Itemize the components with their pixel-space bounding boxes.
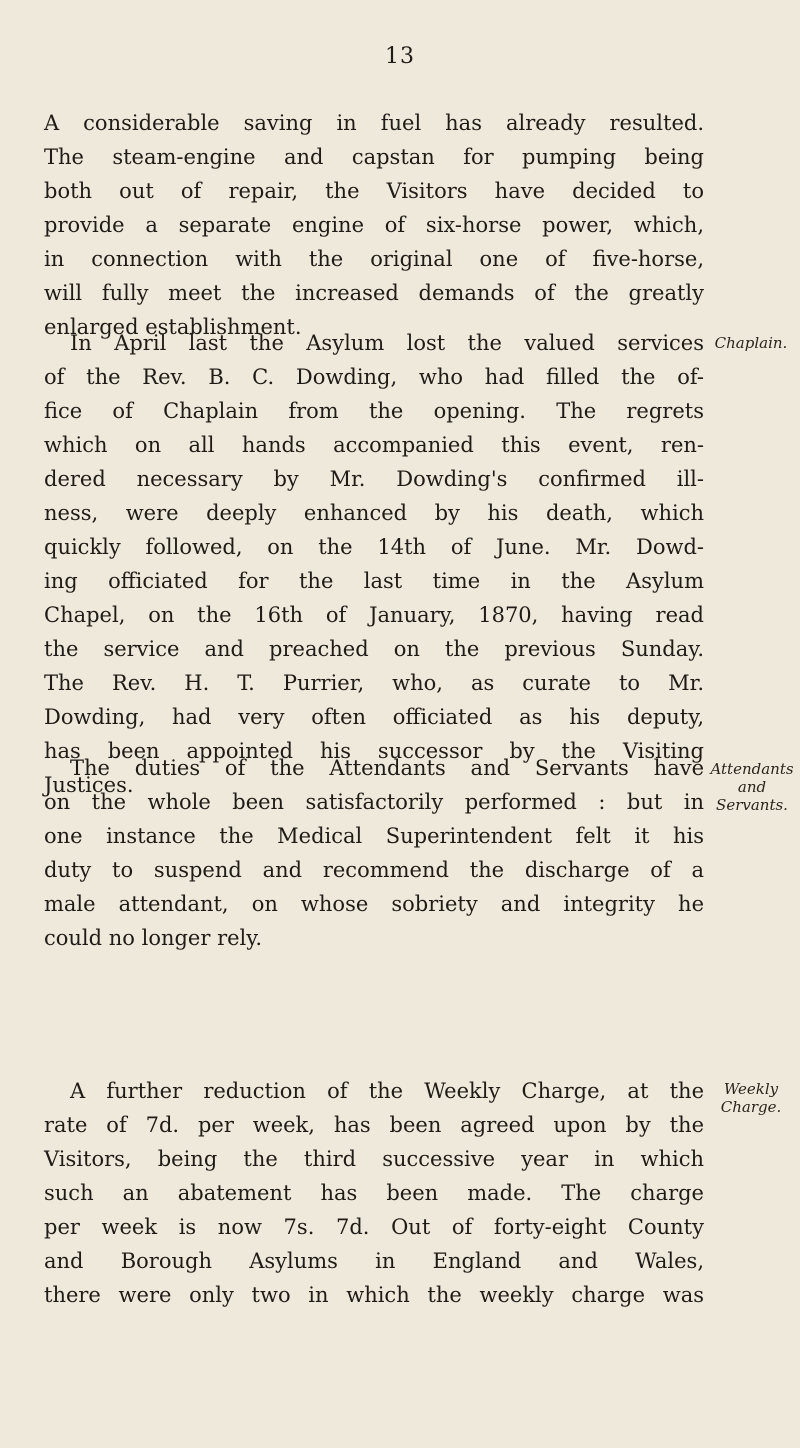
paragraph-weekly-charge <box>44 1074 704 1312</box>
text-line: A considerable saving in fuel has already resulted. <box>44 111 704 135</box>
text-line: In April last the Asylum lost the valued services <box>70 331 704 355</box>
margin-note-line: Weekly <box>723 1080 779 1098</box>
paragraph-chaplain <box>44 326 704 802</box>
margin-note-line: Servants. <box>716 796 788 814</box>
text-line: quickly followed, on the 14th of June. Mr. Dowd- <box>44 535 704 559</box>
text-line: will fully meet the increased demands of the greatly <box>44 281 704 305</box>
text-line: fice of Chaplain from the opening. The regrets <box>44 399 704 423</box>
text-line: ness, were deeply enhanced by his death, which <box>44 501 704 525</box>
text-line: provide a separate engine of six-horse power, which, <box>44 213 704 237</box>
text-line: and Borough Asylums in England and Wales, <box>44 1249 704 1273</box>
text-line: enlarged establishment. <box>44 315 302 339</box>
text-line: Chapel, on the 16th of January, 1870, having read <box>44 603 704 627</box>
margin-note-attendants <box>704 760 800 814</box>
margin-note-line: Chaplain. <box>714 334 788 352</box>
text-line: on the whole been satisfactorily performed : but in <box>44 790 704 814</box>
margin-note-line: Charge. <box>720 1098 782 1116</box>
text-line: Dowding, had very often officiated as his deputy, <box>44 705 704 729</box>
text-line: both out of repair, the Visitors have decided to <box>44 179 704 203</box>
text-line: Visitors, being the third successive year in which <box>44 1147 704 1171</box>
margin-note-weekly-charge <box>706 1080 796 1116</box>
text-line: rate of 7d. per week, has been agreed upon by the <box>44 1113 704 1137</box>
text-line: male attendant, on whose sobriety and integrity he <box>44 892 704 916</box>
text-line: there were only two in which the weekly charge was <box>44 1283 704 1307</box>
text-line: A further reduction of the Weekly Charge, at the <box>70 1079 704 1103</box>
text-line: of the Rev. B. C. Dowding, who had filled the of- <box>44 365 704 389</box>
text-line: has been appointed his successor by the Visiting <box>44 739 704 763</box>
text-line: in connection with the original one of five-horse, <box>44 247 704 271</box>
text-line: the service and preached on the previous Sunday. <box>44 637 704 661</box>
text-line: which on all hands accompanied this event, ren- <box>44 433 704 457</box>
text-line: ing officiated for the last time in the Asylum <box>44 569 704 593</box>
text-line: dered necessary by Mr. Dowding's confirmed ill- <box>44 467 704 491</box>
paragraph-fuel-saving <box>44 106 704 344</box>
text-line: could no longer rely. <box>44 926 263 950</box>
page-number: 13 <box>385 44 415 69</box>
margin-note-chaplain <box>706 334 796 352</box>
paragraph-attendants <box>44 751 704 955</box>
margin-note-line: Attendants and <box>710 760 794 796</box>
text-line: such an abatement has been made. The charge <box>44 1181 704 1205</box>
text-line: The steam-engine and capstan for pumping being <box>44 145 704 169</box>
text-line: per week is now 7s. 7d. Out of forty-eight County <box>44 1215 704 1239</box>
text-line: duty to suspend and recommend the discharge of a <box>44 858 704 882</box>
text-line: one instance the Medical Superintendent felt it his <box>44 824 704 848</box>
text-line: The Rev. H. T. Purrier, who, as curate to Mr. <box>44 671 704 695</box>
text-line: Justices. <box>44 773 134 797</box>
text-line: The duties of the Attendants and Servants have <box>70 756 704 780</box>
